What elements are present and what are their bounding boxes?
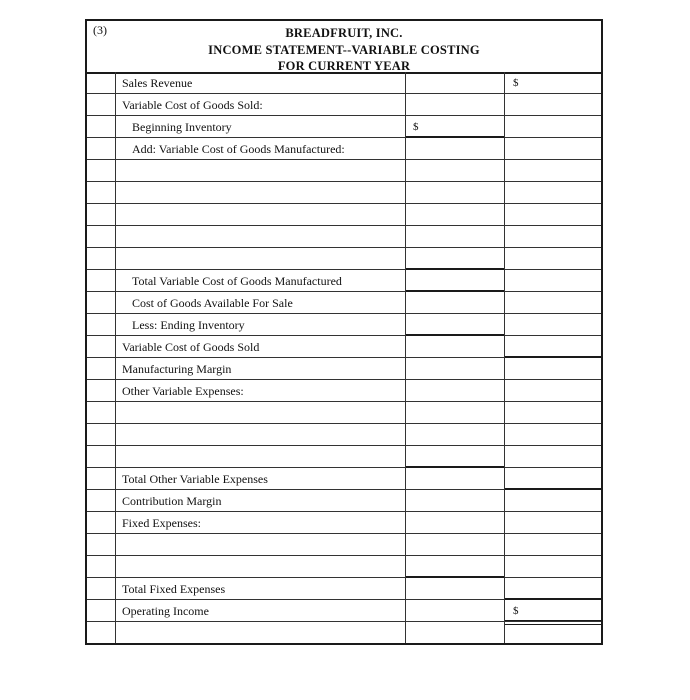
blank-row[interactable] xyxy=(87,402,601,424)
blank-row[interactable] xyxy=(87,622,601,644)
beginning-inventory-label: Beginning Inventory xyxy=(132,120,232,134)
operating-income-label: Operating Income xyxy=(122,604,209,618)
row-total-vcogm[interactable] xyxy=(87,270,601,292)
row-contribution-margin[interactable] xyxy=(87,490,601,512)
statement-name: INCOME STATEMENT--VARIABLE COSTING xyxy=(208,42,480,57)
fixed-expenses-label: Fixed Expenses: xyxy=(122,516,201,530)
row-sales-revenue[interactable] xyxy=(87,72,601,94)
row-fixed-expenses[interactable] xyxy=(87,512,601,534)
statement-header xyxy=(87,21,601,74)
operating-income-dollar: $ xyxy=(513,605,519,617)
contribution-margin-label: Contribution Margin xyxy=(122,494,222,508)
manufacturing-margin-label: Manufacturing Margin xyxy=(122,362,232,376)
statement-title xyxy=(87,21,601,75)
row-total-fixed-expenses[interactable] xyxy=(87,578,601,600)
statement-period: FOR CURRENT YEAR xyxy=(277,59,411,73)
blank-row[interactable] xyxy=(87,424,601,446)
row-beginning-inventory[interactable] xyxy=(87,116,601,138)
total-other-variable-expenses-label: Total Other Variable Expenses xyxy=(122,472,268,486)
blank-row[interactable] xyxy=(87,248,601,270)
company-name: BREADFRUIT, INC. xyxy=(285,26,403,40)
statement-grid xyxy=(87,72,601,643)
row-operating-income[interactable] xyxy=(87,600,601,622)
ending-inventory-label: Less: Ending Inventory xyxy=(132,318,245,332)
row-variable-cogs[interactable] xyxy=(87,336,601,358)
blank-row[interactable] xyxy=(87,534,601,556)
row-cogas[interactable] xyxy=(87,292,601,314)
row-other-variable-expenses[interactable] xyxy=(87,380,601,402)
row-add-vcogm[interactable] xyxy=(87,138,601,160)
total-vcogm-label: Total Variable Cost of Goods Manufactured xyxy=(132,274,342,288)
blank-row[interactable] xyxy=(87,556,601,578)
blank-row[interactable] xyxy=(87,160,601,182)
beginning-inventory-dollar: $ xyxy=(413,121,419,133)
row-ending-inventory[interactable] xyxy=(87,314,601,336)
sales-revenue-dollar: $ xyxy=(513,77,519,89)
variable-cogs-label: Variable Cost of Goods Sold xyxy=(122,340,260,354)
blank-row[interactable] xyxy=(87,182,601,204)
income-statement-form xyxy=(85,19,603,645)
sales-revenue-label: Sales Revenue xyxy=(122,76,193,90)
blank-row[interactable] xyxy=(87,446,601,468)
other-variable-expenses-label: Other Variable Expenses: xyxy=(122,384,244,398)
row-total-other-variable-expenses[interactable] xyxy=(87,468,601,490)
cogas-label: Cost of Goods Available For Sale xyxy=(132,296,293,310)
part-label: (3) xyxy=(93,23,107,37)
row-manufacturing-margin[interactable] xyxy=(87,358,601,380)
row-variable-cogs-heading[interactable] xyxy=(87,94,601,116)
add-vcogm-label: Add: Variable Cost of Goods Manufactured: xyxy=(132,142,345,156)
total-fixed-expenses-label: Total Fixed Expenses xyxy=(122,582,226,596)
blank-row[interactable] xyxy=(87,226,601,248)
variable-cogs-heading-label: Variable Cost of Goods Sold: xyxy=(122,98,263,112)
blank-row[interactable] xyxy=(87,204,601,226)
